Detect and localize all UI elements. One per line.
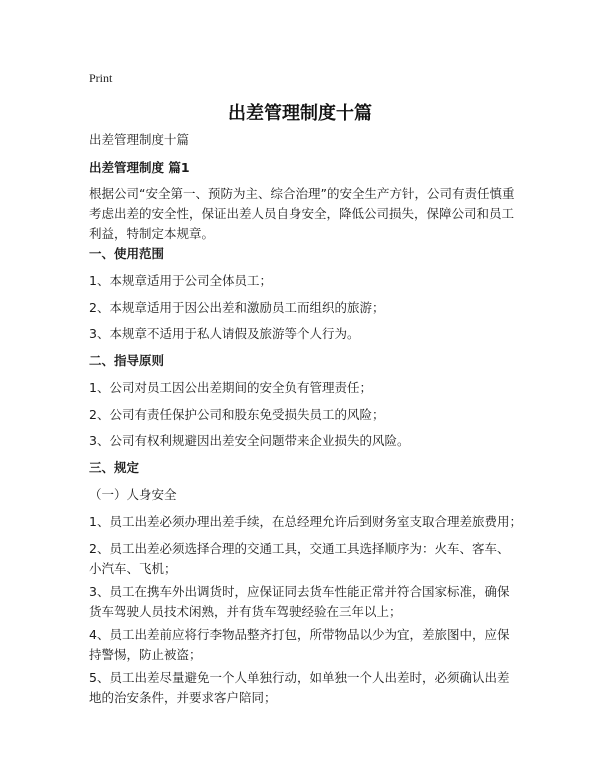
heading-scope: 一、使用范围: [89, 246, 165, 261]
subheading-personal-safety: （一）人身安全: [89, 487, 177, 502]
rule-item: 3、员工在携车外出调货时，应保证同去货车性能正常并符合国家标准，确保货车驾驶人员技术闲熟，并有货车驾驶经验在三年以上；: [89, 584, 510, 619]
intro-paragraph: 根据公司“安全第一、预防为主、综合治理”的安全生产方针，公司有责任慎重考虑出差的安全性，保证出差人员自身安全，降低公司损失，保障公司和员工利益，特制定本规章。: [89, 186, 515, 241]
document-title: 出差管理制度十篇: [228, 103, 372, 124]
scope-item: 3、本规章不适用于私人请假及旅游等个人行为。: [89, 326, 360, 341]
heading-rules: 三、规定: [89, 460, 140, 475]
document-subtitle: 出差管理制度十篇: [89, 132, 190, 147]
rule-item: 2、员工出差必须选择合理的交通工具，交通工具选择顺序为：火车、客车、小汽车、飞机；: [89, 541, 510, 576]
rule-item: 5、员工出差尽量避免一个人单独行动，如单独一个人出差时，必须确认出差地的治安条件，并要求客户陪同；: [89, 670, 510, 705]
scope-item: 2、本规章适用于因公出差和激励员工而组织的旅游；: [89, 300, 385, 315]
rule-item: 4、员工出差前应将行李物品整齐打包，所带物品以少为宜，差旅图中，应保持警惕，防止被盗；: [89, 627, 510, 662]
scope-item: 1、本规章适用于公司全体员工；: [89, 273, 272, 288]
rule-item: 1、员工出差必须办理出差手续，在总经理允许后到财务室支取合理差旅费用；: [89, 514, 522, 529]
heading-principles: 二、指导原则: [89, 353, 165, 368]
principle-item: 1、公司对员工因公出差期间的安全负有管理责任；: [89, 380, 372, 395]
principle-item: 3、公司有权利规避因出差安全问题带来企业损失的风险。: [89, 433, 410, 448]
print-label: Print: [89, 71, 113, 85]
section-heading: 出差管理制度 篇1: [89, 160, 190, 175]
principle-item: 2、公司有责任保护公司和股东免受损失员工的风险；: [89, 407, 385, 422]
